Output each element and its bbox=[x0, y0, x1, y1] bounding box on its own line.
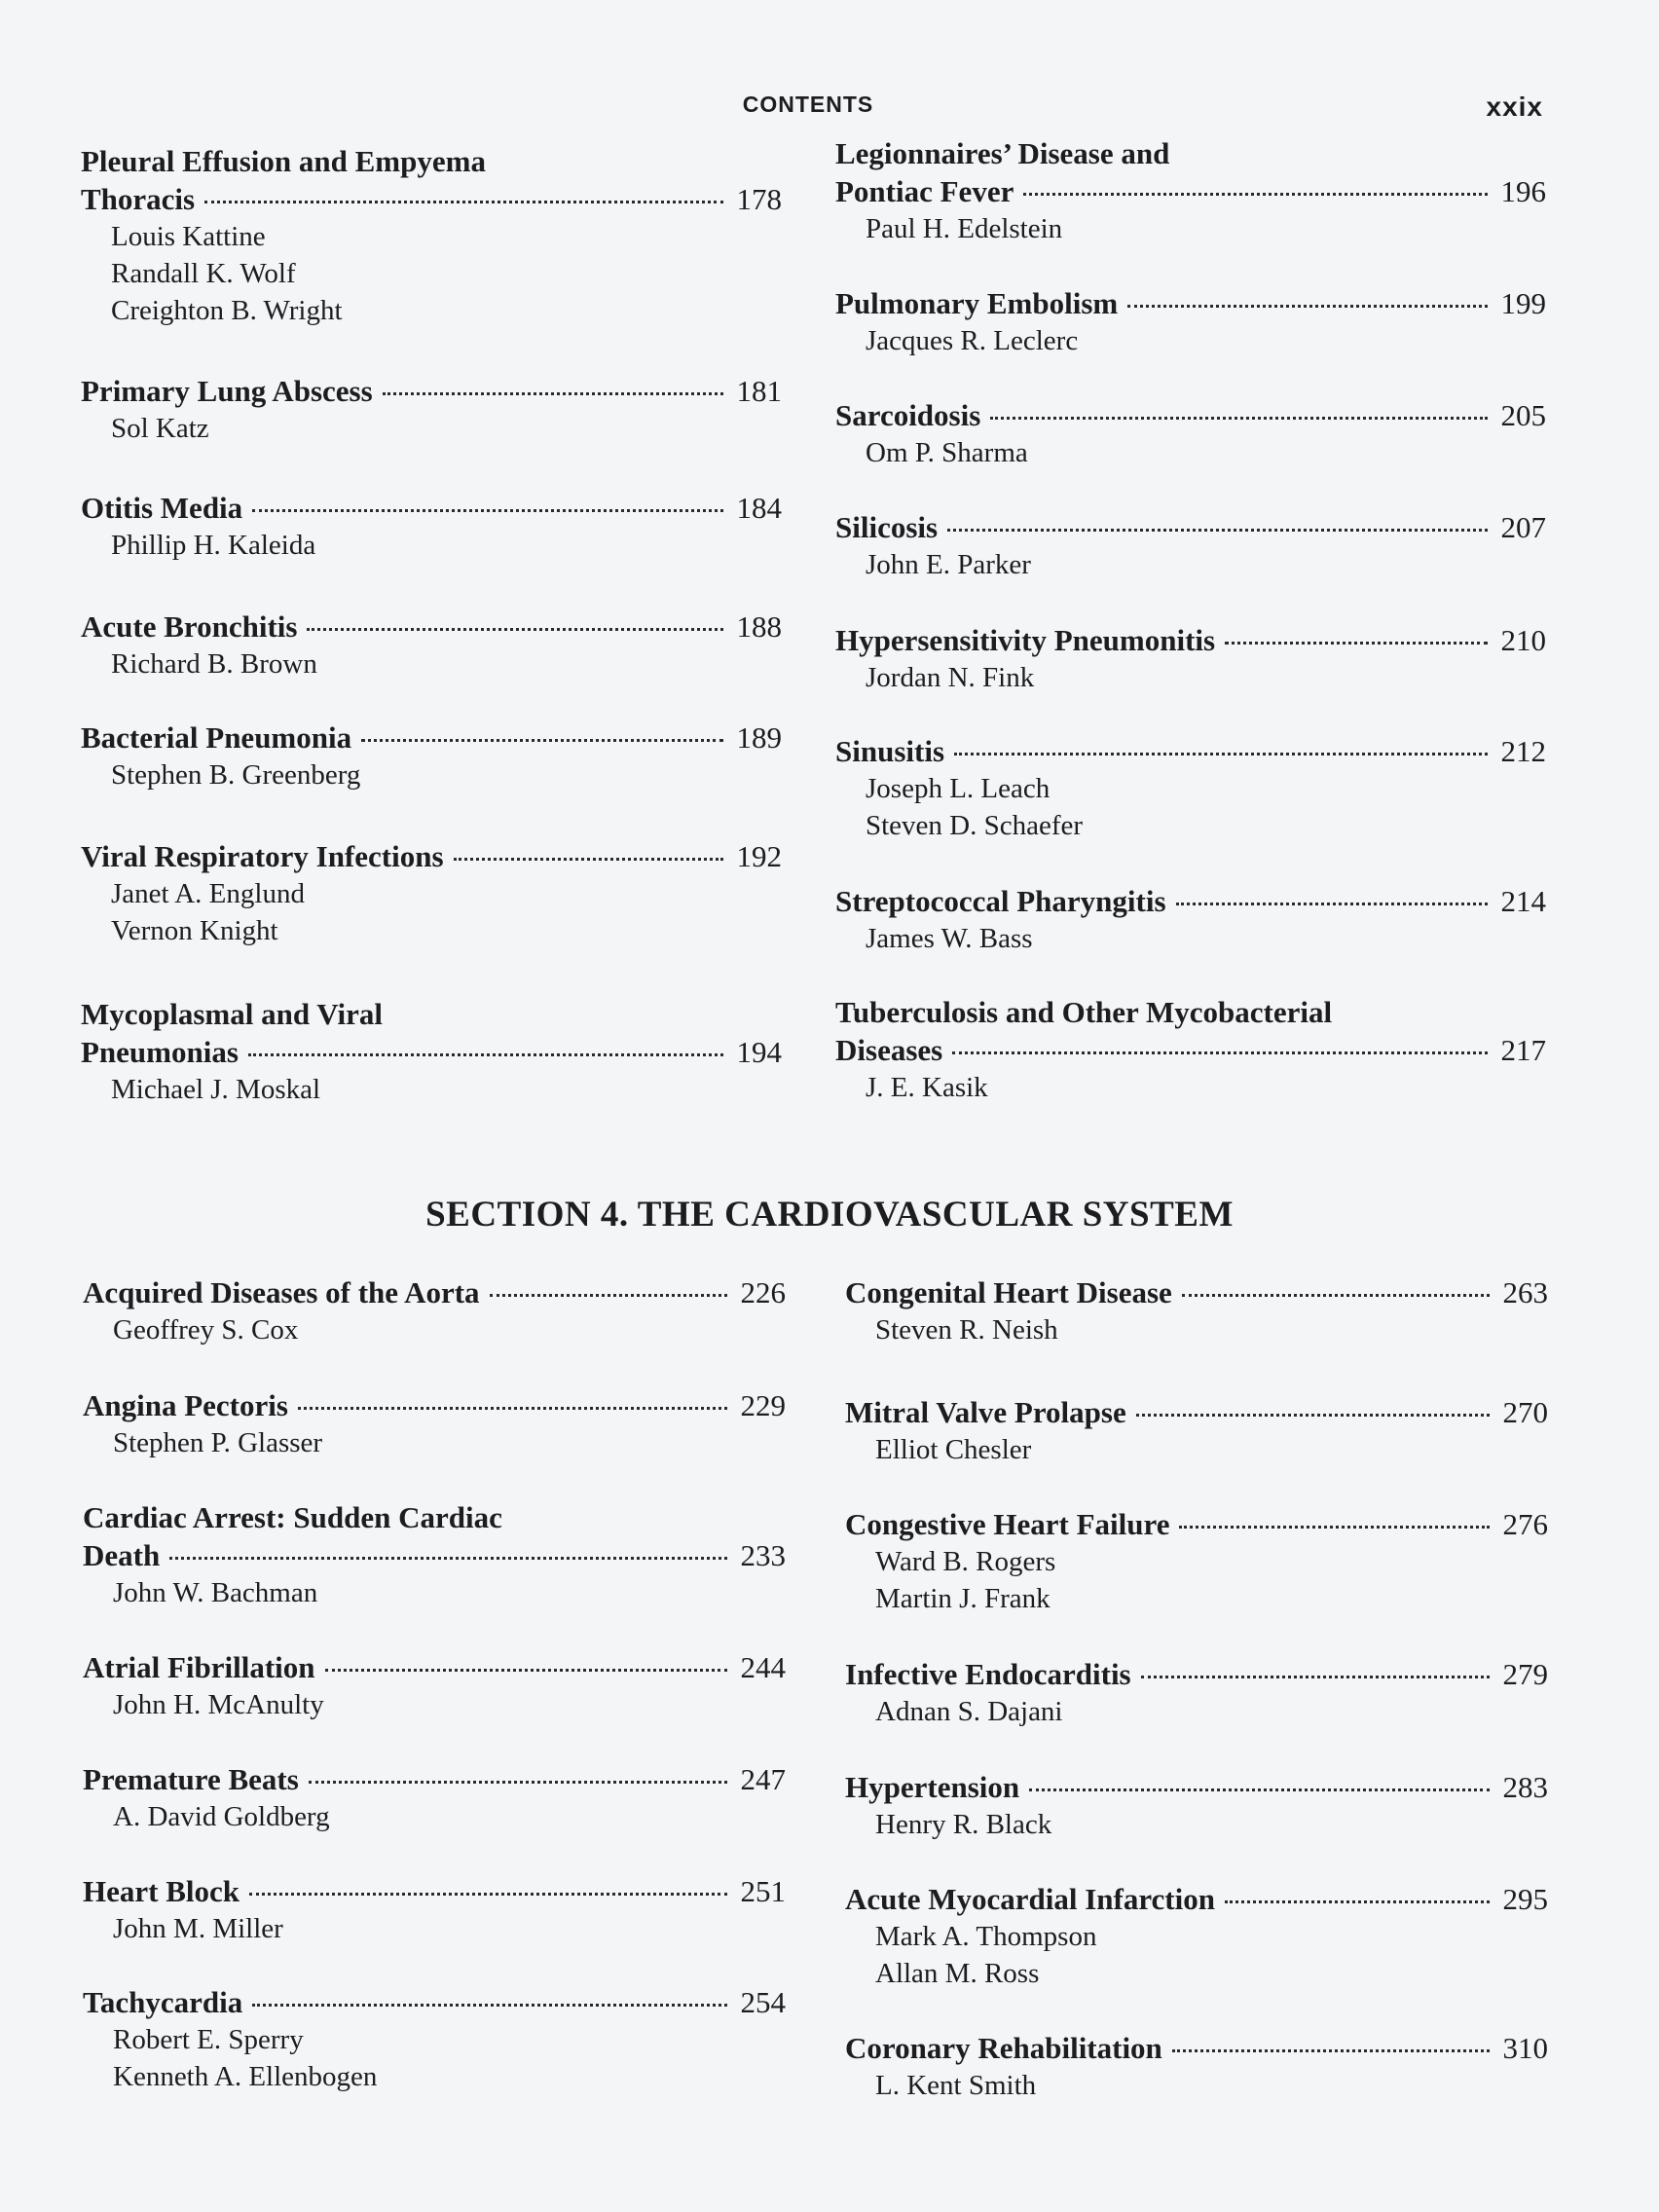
entry-title: Diseases bbox=[835, 1033, 943, 1067]
entry-author: Elliot Chesler bbox=[875, 1434, 1032, 1465]
entry-page: 244 bbox=[740, 1650, 786, 1684]
entry-page: 199 bbox=[1500, 286, 1546, 320]
entry-title: Pulmonary Embolism bbox=[835, 286, 1119, 320]
entry-title: Congestive Heart Failure bbox=[845, 1507, 1170, 1541]
toc-entry bbox=[83, 1983, 786, 2095]
dot-leader bbox=[361, 739, 723, 742]
entry-author: John H. McAnulty bbox=[113, 1689, 324, 1720]
entry-page: 226 bbox=[740, 1275, 786, 1309]
entry-author: Robert E. Sperry bbox=[113, 2024, 304, 2055]
entry-title: Hypertension bbox=[845, 1770, 1020, 1804]
entry-author: Om P. Sharma bbox=[866, 437, 1028, 468]
dot-leader bbox=[325, 1669, 727, 1672]
entry-author: James W. Bass bbox=[866, 923, 1033, 954]
entry-title: Streptococcal Pharyngitis bbox=[835, 884, 1166, 918]
dot-leader bbox=[169, 1557, 727, 1560]
running-head: CONTENTS bbox=[742, 92, 874, 117]
entry-title: Thoracis bbox=[81, 182, 196, 216]
entry-page: 212 bbox=[1500, 734, 1546, 768]
entry-page: 233 bbox=[740, 1538, 786, 1572]
toc-entry bbox=[83, 1648, 786, 1723]
toc-entry bbox=[845, 1880, 1548, 1992]
entry-title: Pneumonias bbox=[81, 1035, 239, 1069]
toc-entry bbox=[83, 1760, 786, 1835]
entry-title: Heart Block bbox=[83, 1874, 240, 1908]
entry-title: Pontiac Fever bbox=[835, 174, 1014, 208]
toc-entry bbox=[83, 1386, 786, 1461]
dot-leader bbox=[1023, 193, 1488, 196]
entry-title-first-line: Pleural Effusion and Empyema bbox=[81, 144, 486, 178]
toc-entry bbox=[81, 608, 782, 682]
dot-leader bbox=[248, 1053, 723, 1056]
dot-leader bbox=[309, 1781, 727, 1784]
entry-page: 205 bbox=[1500, 398, 1546, 432]
dot-leader bbox=[1225, 642, 1488, 645]
page-number: xxix bbox=[1486, 92, 1543, 122]
entry-author: Kenneth A. Ellenbogen bbox=[113, 2061, 378, 2092]
entry-page: 276 bbox=[1502, 1507, 1548, 1541]
dot-leader bbox=[249, 1893, 727, 1896]
dot-leader bbox=[252, 2004, 727, 2007]
toc-entry bbox=[835, 621, 1546, 696]
entry-page: 192 bbox=[736, 839, 782, 873]
toc-entry bbox=[845, 2029, 1548, 2104]
entry-author: J. E. Kasik bbox=[866, 1072, 988, 1103]
entry-page: 188 bbox=[736, 609, 782, 644]
entry-title: Coronary Rehabilitation bbox=[845, 2031, 1162, 2065]
dot-leader bbox=[383, 392, 723, 395]
entry-title: Infective Endocarditis bbox=[845, 1657, 1131, 1691]
dot-leader bbox=[1172, 2049, 1490, 2052]
entry-page: 279 bbox=[1502, 1657, 1548, 1691]
entry-page: 283 bbox=[1502, 1770, 1548, 1804]
entry-author: Joseph L. Leach bbox=[866, 773, 1051, 804]
toc-entry bbox=[81, 719, 782, 793]
dot-leader bbox=[298, 1407, 727, 1410]
entry-author: Paul H. Edelstein bbox=[866, 213, 1063, 244]
entry-page: 178 bbox=[736, 182, 782, 216]
entry-author: Randall K. Wolf bbox=[111, 258, 296, 289]
entry-title-first-line: Legionnaires’ Disease and bbox=[835, 136, 1170, 170]
dot-leader bbox=[954, 753, 1488, 756]
toc-entry bbox=[835, 396, 1546, 471]
entry-author: Geoffrey S. Cox bbox=[113, 1314, 299, 1346]
dot-leader bbox=[1029, 1788, 1490, 1791]
entry-page: 210 bbox=[1500, 623, 1546, 657]
dot-leader bbox=[454, 858, 723, 861]
entry-title: Sarcoidosis bbox=[835, 398, 981, 432]
entry-title: Viral Respiratory Infections bbox=[81, 839, 444, 873]
dot-leader bbox=[952, 1051, 1488, 1054]
entry-author: Ward B. Rogers bbox=[875, 1546, 1056, 1577]
entry-page: 214 bbox=[1500, 884, 1546, 918]
section-heading: SECTION 4. THE CARDIOVASCULAR SYSTEM bbox=[425, 1195, 1234, 1235]
entry-title: Bacterial Pneumonia bbox=[81, 720, 352, 755]
toc-entry bbox=[81, 372, 782, 447]
toc-entry bbox=[83, 1498, 786, 1611]
toc-entry bbox=[845, 1655, 1548, 1730]
entry-page: 207 bbox=[1500, 510, 1546, 544]
entry-title: Tachycardia bbox=[83, 1985, 243, 2019]
entry-title: Silicosis bbox=[835, 510, 939, 544]
entry-author: Stephen P. Glasser bbox=[113, 1427, 323, 1458]
dot-leader bbox=[490, 1294, 727, 1297]
toc-entry bbox=[83, 1273, 786, 1348]
toc-entry bbox=[81, 995, 782, 1108]
toc-entry bbox=[835, 993, 1546, 1106]
entry-author: Stephen B. Greenberg bbox=[111, 759, 361, 791]
dot-leader bbox=[990, 417, 1488, 420]
toc-entry bbox=[845, 1768, 1548, 1843]
entry-author: Steven R. Neish bbox=[875, 1314, 1058, 1346]
toc-entry bbox=[835, 134, 1546, 247]
entry-page: 229 bbox=[740, 1388, 786, 1422]
entry-title: Otitis Media bbox=[81, 491, 243, 525]
toc-entry bbox=[835, 732, 1546, 844]
entry-page: 217 bbox=[1500, 1033, 1546, 1067]
entry-title: Premature Beats bbox=[83, 1762, 299, 1796]
entry-title-first-line: Mycoplasmal and Viral bbox=[81, 997, 384, 1031]
entry-title: Atrial Fibrillation bbox=[83, 1650, 315, 1684]
toc-entry bbox=[845, 1273, 1548, 1348]
entry-author: Louis Kattine bbox=[111, 221, 266, 252]
entry-author: L. Kent Smith bbox=[875, 2070, 1037, 2101]
entry-title: Sinusitis bbox=[835, 734, 945, 768]
entry-title: Mitral Valve Prolapse bbox=[845, 1395, 1126, 1429]
entry-author: John W. Bachman bbox=[113, 1577, 318, 1608]
dot-leader bbox=[1176, 903, 1488, 905]
toc-entry bbox=[835, 882, 1546, 957]
toc-entry bbox=[81, 489, 782, 564]
entry-author: Sol Katz bbox=[111, 413, 209, 444]
entry-title: Acute Myocardial Infarction bbox=[845, 1882, 1215, 1916]
entry-author: A. David Goldberg bbox=[113, 1801, 330, 1832]
toc-entry bbox=[81, 837, 782, 949]
dot-leader bbox=[204, 201, 723, 203]
entry-author: Allan M. Ross bbox=[875, 1958, 1040, 1989]
entry-author: Phillip H. Kaleida bbox=[111, 530, 316, 561]
toc-entry bbox=[845, 1393, 1548, 1468]
dot-leader bbox=[1225, 1900, 1490, 1903]
dot-leader bbox=[1127, 305, 1488, 308]
entry-author: Mark A. Thompson bbox=[875, 1921, 1097, 1952]
toc-entry bbox=[845, 1505, 1548, 1617]
dot-leader bbox=[307, 628, 723, 631]
entry-title: Acute Bronchitis bbox=[81, 609, 298, 644]
entry-page: 194 bbox=[736, 1035, 782, 1069]
entry-author: Martin J. Frank bbox=[875, 1583, 1051, 1614]
page-header bbox=[0, 92, 1659, 130]
entry-author: Henry R. Black bbox=[875, 1809, 1052, 1840]
dot-leader bbox=[1141, 1676, 1490, 1678]
entry-author: Michael J. Moskal bbox=[111, 1074, 321, 1105]
entry-page: 189 bbox=[736, 720, 782, 755]
dot-leader bbox=[1179, 1526, 1490, 1529]
dot-leader bbox=[1182, 1294, 1490, 1297]
toc-entry bbox=[83, 1872, 786, 1947]
entry-page: 247 bbox=[740, 1762, 786, 1796]
entry-author: Janet A. Englund bbox=[111, 878, 305, 909]
entry-title: Acquired Diseases of the Aorta bbox=[83, 1275, 480, 1309]
dot-leader bbox=[252, 509, 723, 512]
entry-page: 254 bbox=[740, 1985, 786, 2019]
entry-title: Death bbox=[83, 1538, 161, 1572]
dot-leader bbox=[947, 529, 1488, 532]
entry-author: Jordan N. Fink bbox=[866, 662, 1035, 693]
entry-author: Vernon Knight bbox=[111, 915, 278, 946]
entry-page: 263 bbox=[1502, 1275, 1548, 1309]
entry-page: 196 bbox=[1500, 174, 1546, 208]
entry-author: Jacques R. Leclerc bbox=[866, 325, 1079, 356]
entry-title-first-line: Tuberculosis and Other Mycobacterial bbox=[835, 995, 1333, 1029]
entry-page: 295 bbox=[1502, 1882, 1548, 1916]
toc-entry bbox=[835, 284, 1546, 359]
entry-author: Steven D. Schaefer bbox=[866, 810, 1084, 841]
entry-page: 184 bbox=[736, 491, 782, 525]
entry-title: Hypersensitivity Pneumonitis bbox=[835, 623, 1216, 657]
entry-title: Primary Lung Abscess bbox=[81, 374, 373, 408]
entry-title: Angina Pectoris bbox=[83, 1388, 288, 1422]
entry-page: 310 bbox=[1502, 2031, 1548, 2065]
entry-title: Congenital Heart Disease bbox=[845, 1275, 1172, 1309]
entry-author: John M. Miller bbox=[113, 1913, 283, 1944]
entry-page: 251 bbox=[740, 1874, 786, 1908]
entry-author: Adnan S. Dajani bbox=[875, 1696, 1063, 1727]
entry-page: 181 bbox=[736, 374, 782, 408]
entry-author: Richard B. Brown bbox=[111, 648, 317, 680]
toc-entry bbox=[835, 508, 1546, 583]
entry-page: 270 bbox=[1502, 1395, 1548, 1429]
entry-author: John E. Parker bbox=[866, 549, 1031, 580]
entry-author: Creighton B. Wright bbox=[111, 295, 343, 326]
toc-entry bbox=[81, 142, 782, 329]
dot-leader bbox=[1136, 1414, 1490, 1417]
entry-title-first-line: Cardiac Arrest: Sudden Cardiac bbox=[83, 1500, 502, 1534]
